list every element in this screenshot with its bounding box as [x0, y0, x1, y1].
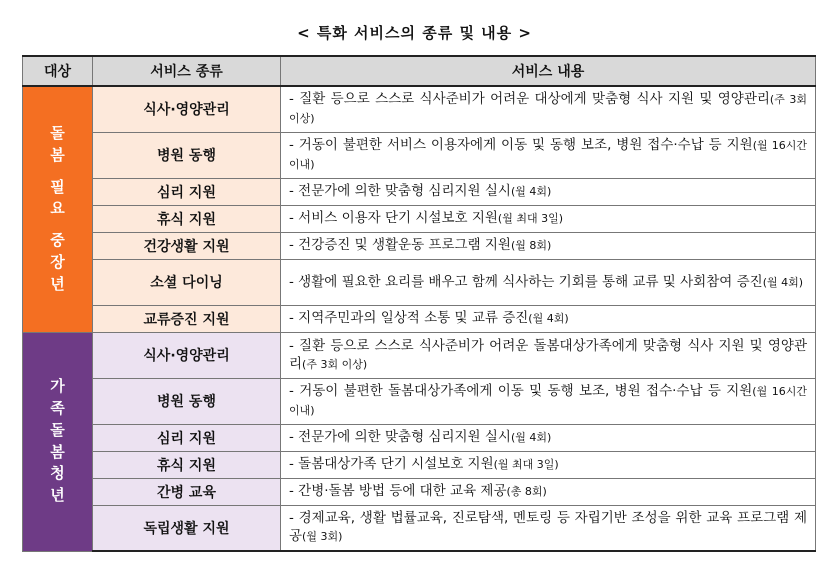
- service-content-cell: [281, 332, 816, 378]
- table-row: [23, 451, 816, 478]
- service-type-cell: 식사·영양관리: [93, 86, 281, 132]
- target-group-char: 요: [50, 199, 65, 218]
- service-content-text: - 생활에 필요한 요리를 배우고 함께 식사하는 기회를 통해 교류 및 사회참여 증진: [289, 273, 763, 290]
- service-content-text: - 경제교육, 생활 법률교육, 진로탐색, 멘토링 등 자립기반 조성을 위한 교육 프로그램 제공: [289, 510, 807, 545]
- target-group-char: 족: [50, 399, 65, 417]
- header-target: 대상: [23, 56, 93, 86]
- service-type-cell: 휴식 지원: [93, 205, 281, 232]
- service-content-cell: [281, 424, 816, 451]
- service-content-cell: [281, 478, 816, 505]
- service-frequency-note: (월 4회): [762, 275, 804, 289]
- service-frequency-note: (월 16시간 이내): [289, 139, 807, 171]
- service-type-cell: 간병 교육: [93, 478, 281, 505]
- service-content-text: - 건강증진 및 생활운동 프로그램 지원: [289, 237, 511, 253]
- service-content-text: - 질환 등으로 스스로 식사준비가 어려운 대상에게 맞춤형 식사 지원 및 영양관리: [289, 91, 770, 108]
- service-content-text: - 전문가에 의한 맞춤형 심리지원 실시: [289, 183, 511, 199]
- target-group-char: 필: [50, 177, 65, 196]
- service-type-cell: 소셜 다이닝: [93, 259, 281, 305]
- service-content-cell: [281, 259, 816, 305]
- service-type-cell: 식사·영양관리: [93, 332, 281, 378]
- target-group-char: 년: [50, 486, 65, 504]
- target-group-char: 봄: [50, 145, 65, 164]
- header-row: [23, 56, 816, 86]
- table-row: [23, 378, 816, 424]
- table-row: [23, 259, 816, 305]
- table-row: [23, 332, 816, 378]
- service-content-text: - 간병·돌봄 방법 등에 대한 교육 제공: [289, 483, 507, 499]
- service-frequency-note: (총 8회): [506, 485, 547, 498]
- service-content-cell: [281, 505, 816, 551]
- service-content-cell: [281, 232, 816, 259]
- service-table: [22, 55, 816, 552]
- service-content-cell: [281, 132, 816, 178]
- service-frequency-note: (월 4회): [510, 431, 552, 444]
- service-frequency-note: (주 3회 이상): [302, 357, 368, 371]
- service-content-text: - 돌봄대상가족 단기 시설보호 지원: [289, 456, 494, 472]
- service-type-cell: 교류증진 지원: [93, 305, 281, 332]
- header-service-content: 서비스 내용: [281, 56, 816, 86]
- target-group-char: 가: [50, 377, 65, 396]
- target-group-char: 년: [50, 274, 65, 293]
- header-service-type: 서비스 종류: [93, 56, 281, 86]
- service-content-cell: [281, 378, 816, 424]
- table-row: [23, 505, 816, 551]
- service-type-cell: 심리 지원: [93, 424, 281, 451]
- table-row: [23, 178, 816, 205]
- service-content-cell: [281, 86, 816, 132]
- target-group-char: 장: [50, 252, 65, 271]
- table-row: [23, 232, 816, 259]
- table-body: [23, 86, 816, 551]
- target-group-char: 돌: [50, 124, 65, 143]
- service-frequency-note: (주 3회 이상): [289, 93, 807, 126]
- service-content-text: - 전문가에 의한 맞춤형 심리지원 실시: [289, 429, 511, 445]
- table-row: [23, 205, 816, 232]
- service-content-cell: [281, 205, 816, 232]
- service-content-cell: [281, 451, 816, 478]
- target-group-char: 청: [50, 464, 65, 483]
- table-row: [23, 86, 816, 132]
- service-frequency-note: (월 4회): [528, 312, 569, 325]
- service-frequency-note: (월 최대 3일): [493, 458, 559, 471]
- service-type-cell: 심리 지원: [93, 178, 281, 205]
- page-title: < 특화 서비스의 종류 및 내용 >: [297, 24, 532, 42]
- target-group-char: 중: [50, 231, 65, 250]
- service-type-cell: 병원 동행: [93, 132, 281, 178]
- table-row: [23, 478, 816, 505]
- table-row: [23, 424, 816, 451]
- service-frequency-note: (월 16시간 이내): [289, 385, 807, 417]
- service-content-text: - 질환 등으로 스스로 식사준비가 어려운 돌봄대상가족에게 맞춤형 식사 지원 및 영양관리: [289, 337, 807, 372]
- target-group-char: 봄: [50, 442, 65, 461]
- service-content-text: - 거동이 불편한 돌봄대상가족에게 이동 및 동행 보조, 병원 접수·수납 등 지원: [289, 383, 753, 399]
- service-type-cell: 휴식 지원: [93, 451, 281, 478]
- service-frequency-note: (월 최대 3일): [497, 212, 563, 225]
- table-row: [23, 132, 816, 178]
- target-group-char: 돌: [50, 420, 65, 439]
- service-frequency-note: (월 4회): [510, 185, 552, 198]
- target-group-char: [23, 220, 92, 230]
- service-content-cell: [281, 178, 816, 205]
- service-content-text: - 서비스 이용자 단기 시설보호 지원: [289, 210, 498, 226]
- target-group-cell: [23, 86, 93, 332]
- service-type-cell: 병원 동행: [93, 378, 281, 424]
- service-type-cell: 건강생활 지원: [93, 232, 281, 259]
- target-group-char: [23, 167, 92, 177]
- service-type-cell: 독립생활 지원: [93, 505, 281, 551]
- service-content-cell: [281, 305, 816, 332]
- service-content-text: - 거동이 불편한 서비스 이용자에게 이동 및 동행 보조, 병원 접수·수납 등 지원: [289, 137, 753, 153]
- target-group-cell: [23, 332, 93, 551]
- service-frequency-note: (월 3회): [302, 530, 343, 544]
- service-frequency-note: (월 8회): [510, 239, 552, 252]
- table-row: [23, 305, 816, 332]
- service-content-text: - 지역주민과의 일상적 소통 및 교류 증진: [289, 310, 529, 326]
